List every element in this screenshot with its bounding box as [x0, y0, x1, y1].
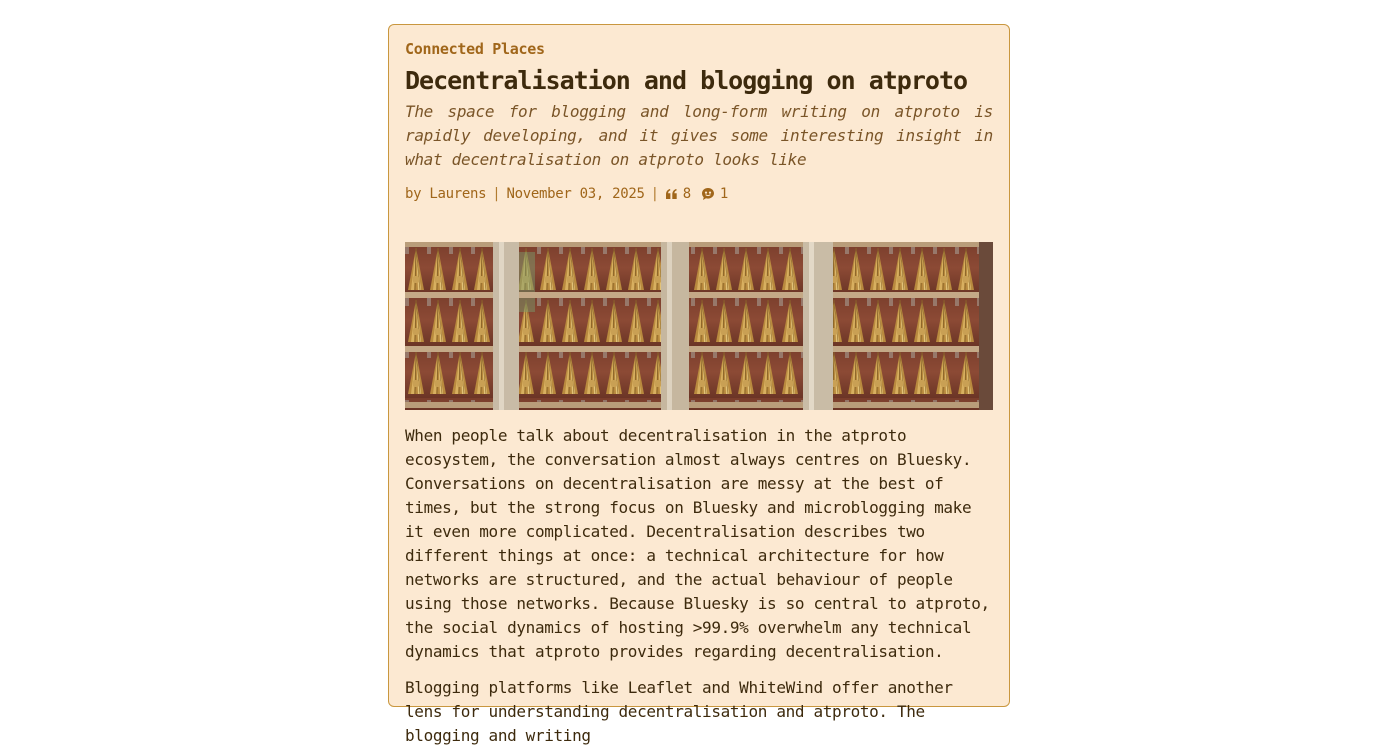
article-meta	[405, 184, 993, 204]
article-body	[405, 424, 993, 748]
body-paragraph: When people talk about decentralisation in the atproto ecosystem, the conversation almost always centres on Bluesky. Conversations on decentralisation are messy at the best of times, but the strong focus on Bluesky and microblogging make it even more complicated. Decentralisation describes two different things at once: a technical architecture for how networks are structured, and the actual behaviour of people using those networks. Because Bluesky is so central to atproto, the social dynamics of hosting >99.9% overwhelm any technical dynamics that atproto provides regarding decentralisation.	[405, 426, 990, 661]
quote-count: 8	[682, 186, 691, 202]
quote-icon[interactable]	[665, 188, 678, 200]
meta-separator: |	[492, 186, 501, 202]
byline[interactable]: by Laurens	[405, 186, 487, 202]
comment-icon[interactable]	[701, 187, 715, 201]
comment-count: 1	[719, 186, 729, 202]
article-card	[388, 24, 1010, 745]
hero-image	[405, 242, 993, 410]
body-paragraph: Blogging platforms like Leaflet and WhiteWind offer another lens for understanding decentralisation and atproto. The blogging and writing	[405, 678, 953, 745]
article-subtitle: The space for blogging and long-form writing on atproto is rapidly developing, and it gives some interesting insight in what decentralisation on atproto looks like	[405, 102, 993, 169]
meta-separator: |	[650, 186, 659, 202]
publication-name[interactable]: Connected Places	[405, 40, 545, 58]
publish-date: November 03, 2025	[506, 186, 645, 202]
article-title: Decentralisation and blogging on atproto	[405, 66, 968, 95]
